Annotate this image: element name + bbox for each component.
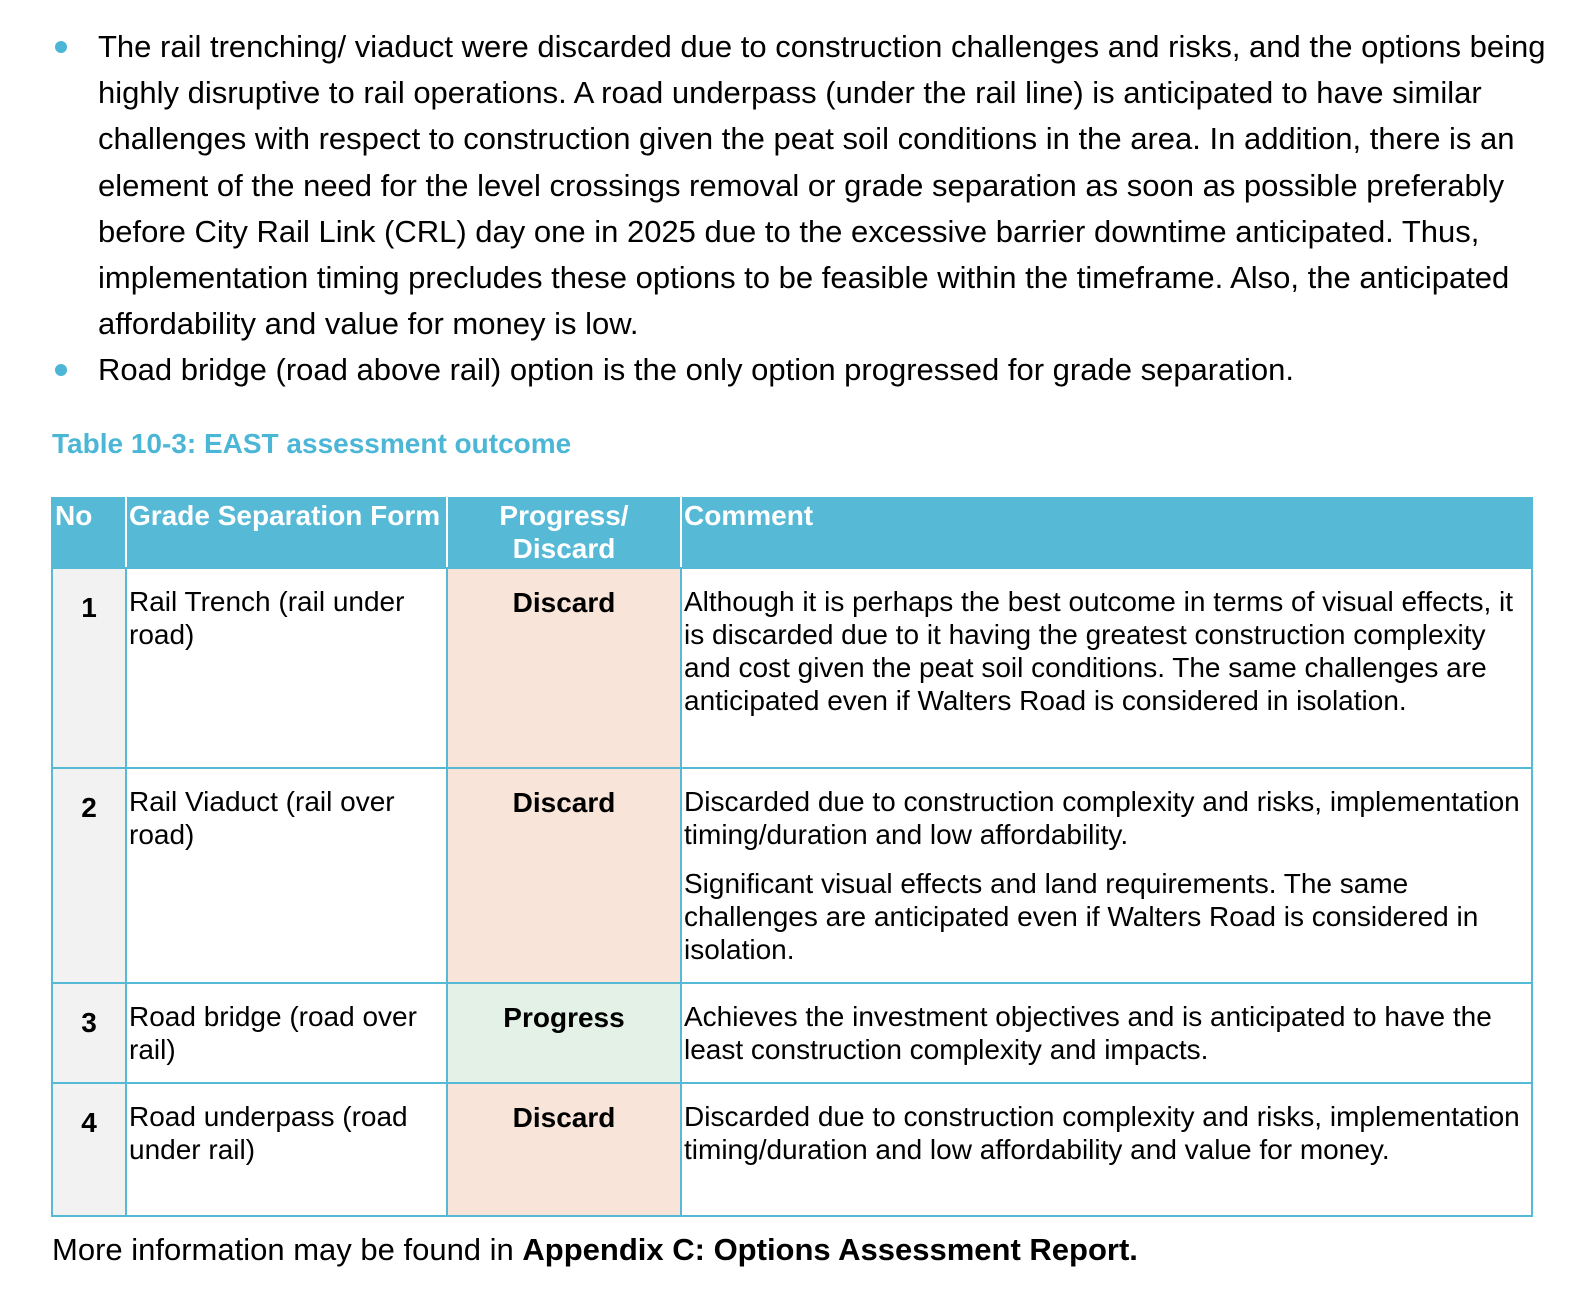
- appendix-reference: Appendix C: Options Assessment Report.: [522, 1232, 1138, 1267]
- table-row: [52, 983, 1532, 1083]
- comment-paragraph: Discarded due to construction complexity and risks, implementation timing/duration and low affordability and value for money.: [684, 1101, 1520, 1165]
- header-comment: Comment: [681, 497, 1532, 568]
- row-status: Discard: [447, 568, 681, 768]
- bullet-text: Road bridge (road above rail) option is the only option progressed for grade separation.: [98, 352, 1294, 388]
- table-row: [52, 1083, 1532, 1216]
- row-status: Progress: [447, 983, 681, 1083]
- comment-paragraph: Although it is perhaps the best outcome in terms of visual effects, it is discarded due to it having the greatest construction complexity and cost given the peat soil conditions. The same challenges are anticipated even if Walters Road is considered in isolation.: [684, 586, 1514, 716]
- table-header-row: [52, 497, 1532, 568]
- row-form: Rail Viaduct (rail over road): [126, 768, 447, 983]
- row-form: Road bridge (road over rail): [126, 983, 447, 1083]
- bullet-dot-icon: [55, 41, 67, 53]
- bullet-item: [52, 24, 1552, 347]
- bullet-dot-icon: [55, 364, 67, 376]
- row-number: 1: [52, 568, 126, 768]
- header-progress: Progress/ Discard: [447, 497, 681, 568]
- row-comment: [681, 768, 1532, 983]
- row-form: Road underpass (road under rail): [126, 1083, 447, 1216]
- comment-paragraph: Significant visual effects and land requirements. The same challenges are anticipated even if Walters Road is considered in isolation.: [684, 868, 1479, 965]
- assessment-table: [51, 497, 1533, 1217]
- row-form: Rail Trench (rail under road): [126, 568, 447, 768]
- footer-note: [52, 1232, 1138, 1268]
- row-comment: [681, 568, 1532, 768]
- header-no: No: [52, 497, 126, 568]
- footer-text: More information may be found in: [52, 1232, 523, 1267]
- table-row: [52, 768, 1532, 983]
- row-number: 2: [52, 768, 126, 983]
- header-form: Grade Separation Form: [126, 497, 447, 568]
- bullet-item: [52, 347, 1552, 393]
- comment-paragraph: Discarded due to construction complexity and risks, implementation timing/duration and low affordability.: [684, 786, 1520, 850]
- row-number: 4: [52, 1083, 126, 1216]
- row-comment: [681, 983, 1532, 1083]
- row-status: Discard: [447, 1083, 681, 1216]
- row-number: 3: [52, 983, 126, 1083]
- table-row: [52, 568, 1532, 768]
- row-status: Discard: [447, 768, 681, 983]
- row-comment: [681, 1083, 1532, 1216]
- bullet-text: The rail trenching/ viaduct were discarded due to construction challenges and risks, and the options being highly disruptive to rail operations. A road underpass (under the rail line) is anticipated to have similar challenges with respect to construction given the peat soil conditions in the area. In addition, there is an element of the need for the level crossings removal or grade separation as soon as possible preferably before City Rail Link (CRL) day one in 2025 due to the excessive barrier downtime anticipated. Thus, implementation timing precludes these options to be feasible within the timeframe. Also, the anticipated affordability and value for money is low.: [98, 29, 1546, 342]
- table-caption: Table 10-3: EAST assessment outcome: [52, 428, 572, 459]
- bullet-list: [52, 24, 1552, 394]
- comment-paragraph: Achieves the investment objectives and is anticipated to have the least construction complexity and impacts.: [684, 1001, 1492, 1065]
